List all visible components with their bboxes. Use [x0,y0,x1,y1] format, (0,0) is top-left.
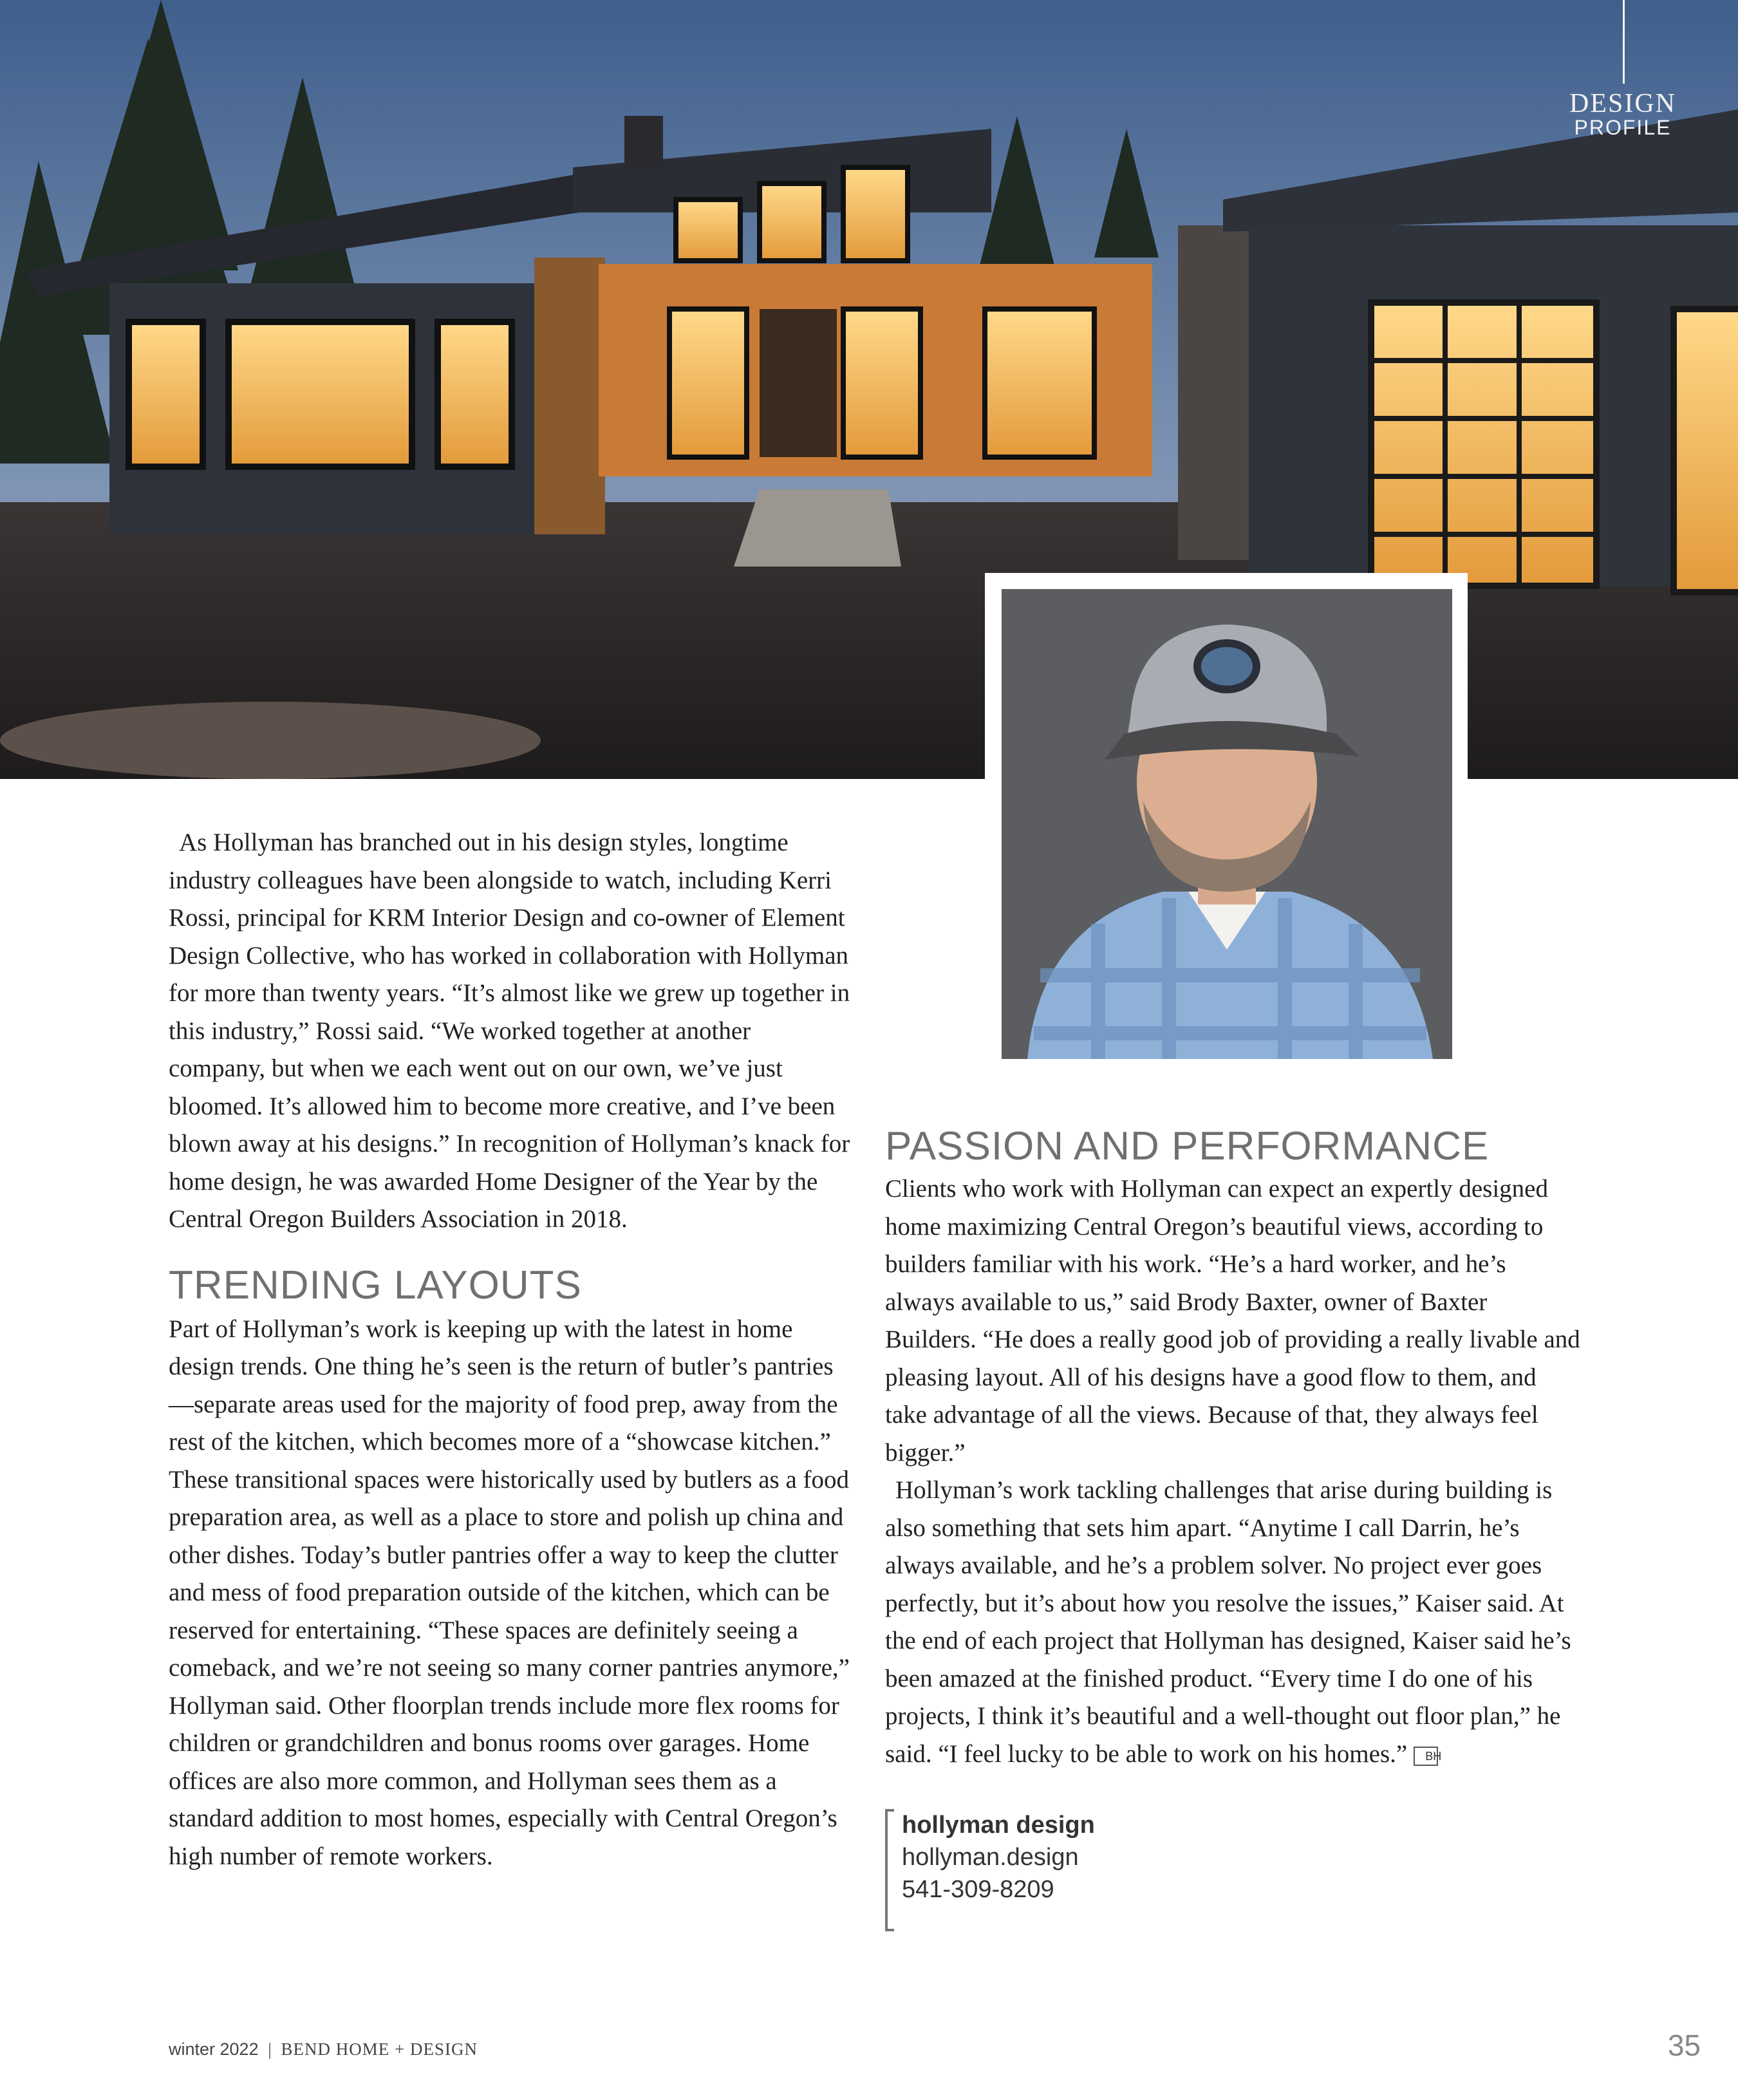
hero-photo [0,0,1738,779]
section-tag [1569,90,1676,139]
builders-paragraph: Clients who work with Hollyman can expect an expertly designed home maximizing Central Oregon’s beautiful views, according to builders familiar with his work. “He’s a hard worker, and he’s always available to us,” said Brody Baxter, owner of Baxter Builders. “He does a really good job of providing a really livable and pleasing layout. All of his designs have a good flow to them, and take advantage of all the views. Because of that, they always feel bigger.” [885,1175,1580,1467]
contact-name: hollyman design [902,1812,1095,1839]
heading-passion-performance: PASSION AND PERFORMANCE [885,1124,1490,1168]
section-tag-rule [1623,0,1625,84]
footer-separator: | [268,2039,272,2059]
contact-bracket [885,1809,894,1931]
intro-paragraph: As Hollyman has branched out in his design styles, longtime industry colleagues have been alongside to watch, including Kerri Rossi, principal for KRM Interior Design and co-owner of Element Design Collective, who has worked in collaboration with Hollyman for more than twenty years. “It’s almost like we grew up together in this industry,” Rossi said. “We worked together at another company, but when we each went out on our own, we’ve just bloomed. It’s allowed him to become more creative, and I’ve been blown away at his designs.” In recognition of Hollyman’s knack for home design, he was awarded Home Designer of the Year by the Central Oregon Builders Association in 2018. [169,829,850,1233]
contact-phone[interactable]: 541-309-8209 [902,1876,1054,1903]
house-illustration [0,0,1738,779]
heading-trending-layouts: TRENDING LAYOUTS [169,1262,582,1308]
contact-website[interactable]: hollyman.design [902,1844,1079,1871]
section-tag-profile: PROFILE [1574,116,1672,139]
portrait-illustration [1002,589,1452,1059]
left-column [169,824,851,1875]
footer-issue: winter 2022 [169,2039,259,2059]
page-number: 35 [1667,2029,1701,2062]
footer-magazine: BEND HOME + DESIGN [281,2039,478,2059]
footer-credit [169,2039,478,2059]
trends-paragraph: Part of Hollyman’s work is keeping up with the latest in home design trends. One thing he’s seen is the return of butler’s pantries—separate areas used for the majority of food prep, away from the rest of the kitchen, which becomes more of a “showcase kitchen.” These transitional spaces were historically used by butlers as a food preparation area, as well as a place to store and polish up china and other dishes. Today’s butler pantries offer a way to keep the clutter and mess of food preparation outside of the kitchen, which can be reserved for entertaining. “These spaces are definitely seeing a comeback, and we’re not seeing so many corner pantries anymore,” Hollyman said. Other floorplan trends include more flex rooms for children or grandchildren and bonus rooms over garages. Home offices are also more common, and Hollyman sees them as a standard addition to most homes, especially with Central Oregon’s high number of remote workers. [169,1315,850,1870]
end-mark-icon: BH [1414,1747,1438,1766]
section-tag-design: DESIGN [1569,89,1676,118]
right-column [885,1124,1580,1773]
contact-info [885,1809,1095,1931]
portrait-photo [1002,589,1452,1059]
kaiser-paragraph [885,1472,1580,1773]
kaiser-paragraph-text: Hollyman’s work tackling challenges that arise during building is also something that sets him apart. “Anytime I call Darrin, he’s always available, and he’s a problem solver. No project ever goes perfectly, but it’s about how you resolve the issues,” Kaiser said. At the end of each project that Hollyman has designed, Kaiser said he’s been amazed at the finished product. “Every time I do one of his projects, I think it’s beautiful and a well-thought out floor plan,” he said. “I feel lucky to be able to work on his homes.” [885,1476,1571,1768]
